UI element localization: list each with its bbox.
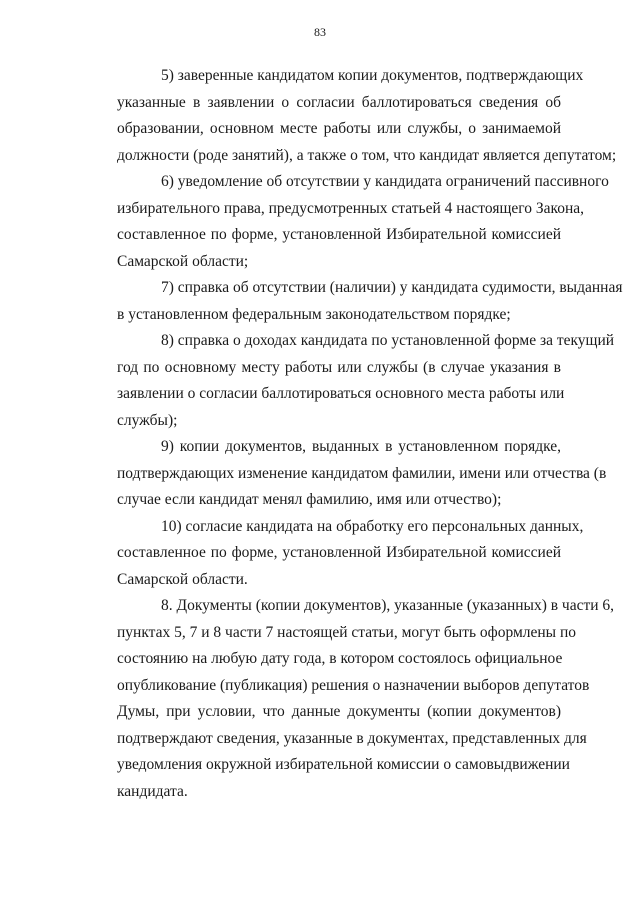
text-line: подтверждают сведения, указанные в документах, представленных для <box>117 729 587 747</box>
text-line: образовании, основном месте работы или службы, о занимаемой <box>117 120 561 137</box>
text-line: пунктах 5, 7 и 8 части 7 настоящей статьи, могут быть оформлены по <box>117 623 577 641</box>
text-line: год по основному месту работы или службы (в случае указания в <box>117 358 561 376</box>
text-line: 8. Документы (копии документов), указанные (указанных) в части 6, <box>161 597 615 614</box>
text-line: Самарской области; <box>117 252 249 270</box>
text-line: 9) копии документов, выданных в установленном порядке, <box>161 438 561 455</box>
page-number: 83 <box>314 25 326 39</box>
text-line: Думы, при условии, что данные документы (копии документов) <box>117 703 561 720</box>
text-line: избирательного права, предусмотренных статьей 4 настоящего Закона, <box>117 199 585 217</box>
paragraph <box>73 63 617 169</box>
text-line: 8) справка о доходах кандидата по установленной форме за текущий <box>161 332 615 349</box>
paragraph <box>73 328 615 434</box>
text-line: опубликование (публикация) решения о назначении выборов депутатов <box>117 676 590 694</box>
paragraph <box>73 593 615 805</box>
text-line: кандидата. <box>117 782 188 800</box>
text-line: службы); <box>117 411 178 429</box>
document-body <box>73 63 623 805</box>
paragraph <box>73 434 607 514</box>
text-line: 7) справка об отсутствии (наличии) у кандидата судимости, выданная <box>161 279 623 296</box>
text-line: составленное по форме, установленной Избирательной комиссией <box>117 544 561 561</box>
text-line: 5) заверенные кандидатом копии документов, подтверждающих <box>161 67 584 84</box>
text-line: должности (роде занятий), а также о том, что кандидат является депутатом; <box>117 146 617 164</box>
text-line: заявлении о согласии баллотироваться основного места работы или <box>117 385 565 402</box>
text-line: 6) уведомление об отсутствии у кандидата ограничений пассивного <box>161 173 609 190</box>
text-line: указанные в заявлении о согласии баллотироваться сведения об <box>117 93 561 111</box>
text-line: 10) согласие кандидата на обработку его персональных данных, <box>161 517 584 535</box>
text-line: уведомления окружной избирательной комиссии о самовыдвижении <box>117 756 570 773</box>
text-line: состоянию на любую дату года, в котором состоялось официальное <box>117 650 563 667</box>
paragraph <box>73 514 584 594</box>
text-line: Самарской области. <box>117 570 248 588</box>
paragraph <box>73 169 609 275</box>
text-line: случае если кандидат менял фамилию, имя или отчество); <box>117 491 502 508</box>
text-line: подтверждающих изменение кандидатом фамилии, имени или отчества (в <box>117 464 607 482</box>
text-line: составленное по форме, установленной Избирательной комиссией <box>117 226 561 243</box>
text-line: в установленном федеральным законодательством порядке; <box>117 305 511 323</box>
paragraph <box>73 275 623 328</box>
